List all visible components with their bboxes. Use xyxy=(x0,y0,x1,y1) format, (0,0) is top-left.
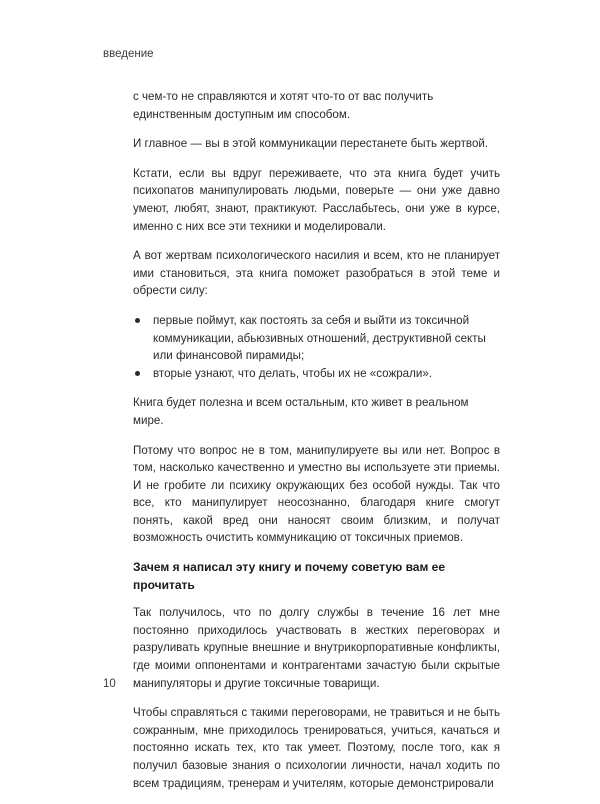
bullet-list xyxy=(133,312,500,382)
section-heading: Зачем я написал эту книгу и почему советую вам ее прочитать xyxy=(133,560,446,592)
paragraph: И главное — вы в этой коммуникации перестанете быть жертвой. xyxy=(133,137,489,151)
page-number: 10 xyxy=(103,678,116,690)
bullet-icon xyxy=(135,371,140,376)
paragraph: с чем-то не справляются и хотят что-то от вас получить единственным доступным им способом. xyxy=(133,90,434,121)
bullet-text: вторые узнают, что делать, чтобы их не «сожрали». xyxy=(153,366,433,380)
paragraph: Кстати, если вы вдруг переживаете, что эта книга будет учить психопатов манипулировать людьми, поверьте — они уже давно умеют, любят, знают, практикуют. Расслабьтесь, они уже в курсе, именно с них все эти техники и моделировали. xyxy=(133,166,500,233)
paragraph: Чтобы справляться с такими переговорами, не травиться и не быть сожранным, мне приходилось тренироваться, учиться, качаться и постоянно искать тех, кто так умеет. Поэтому, после того, как я получил базовые знания о психологии личности, начал ходить по всем традициям, тренерам и учителям, которые демонстрировали xyxy=(133,706,500,790)
bullet-text: первые поймут, как постоять за себя и выйти из токсичной коммуникации, абьюзивных отношений, деструктивной секты или финансовой пирамиды; xyxy=(153,313,486,363)
running-head: введение xyxy=(103,48,154,60)
page-body xyxy=(133,88,500,804)
bullet-item xyxy=(133,365,500,383)
paragraph: Так получилось, что по долгу службы в течение 16 лет мне постоянно приходилось участвовать в жестких переговорах и разруливать крупные внешние и внутрикорпоративные конфликты, где моими оппонентами и контрагентами зачастую были скрытые манипуляторы и другие токсичные товарищи. xyxy=(133,606,500,690)
paragraph: Книга будет полезна и всем остальным, кто живет в реальном мире. xyxy=(133,396,469,427)
bullet-item xyxy=(133,312,500,365)
bullet-icon xyxy=(135,318,140,323)
paragraph: Потому что вопрос не в том, манипулируете вы или нет. Вопрос в том, насколько качественно и уместно вы используете эти приемы. И не гробите ли психику окружающих без особой нужды. Так что все, кто манипулирует неосознанно, благодаря книге смогут понять, какой вред они наносят своим близким, и получат возможность очистить коммуникацию от токсичных приемов. xyxy=(133,443,500,545)
paragraph: А вот жертвам психологического насилия и всем, кто не планирует ими становиться, эта книга поможет разобраться в этой теме и обрести силу: xyxy=(133,249,500,298)
